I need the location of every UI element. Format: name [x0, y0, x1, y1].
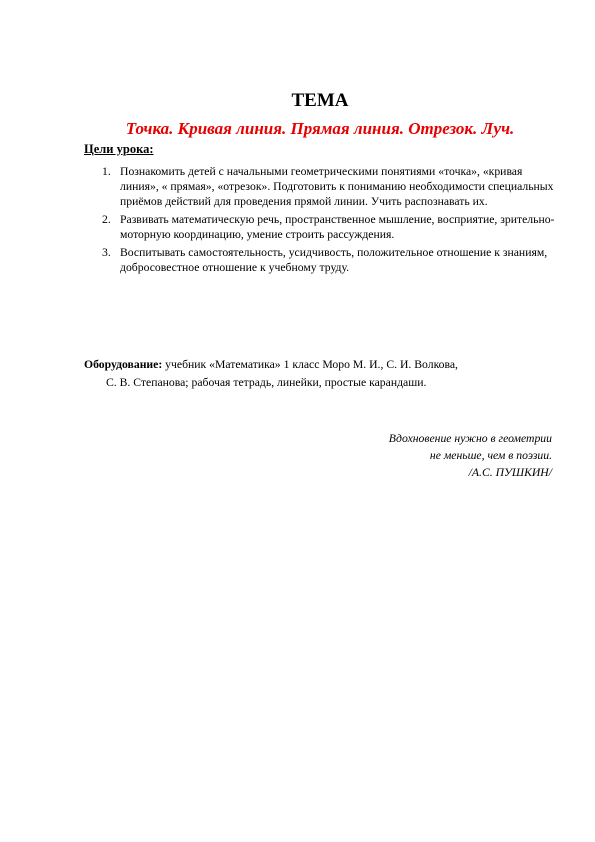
equipment-label: Оборудование:: [84, 358, 163, 371]
quote-line2: не меньше, чем в поэзии.: [429, 449, 552, 462]
lesson-topic: Точка. Кривая линия. Прямая линия. Отрезок. Луч.: [125, 119, 515, 138]
list-item-number: 2.: [102, 213, 111, 226]
equipment-paragraph: [84, 356, 554, 392]
page-title: ТЕМА: [291, 90, 349, 111]
list-item-text: Развивать математическую речь, пространственное мышление, восприятие, зрительно- моторную координацию, умение строить рассуждения.: [120, 213, 555, 241]
list-item-number: 1.: [102, 165, 111, 178]
epigraph-quote: [252, 430, 552, 481]
list-item-number: 3.: [102, 246, 111, 259]
list-item: [102, 164, 562, 209]
list-item: [102, 212, 562, 242]
list-item-text: Воспитывать самостоятельность, усидчивость, положительное отношение к знаниям, добросовестное отношение к учебному труду.: [120, 246, 548, 274]
quote-line1: Вдохновение нужно в геометрии: [388, 432, 552, 445]
quote-author: /А.С. ПУШКИН/: [468, 466, 552, 479]
list-item-text: Познакомить детей с начальными геометрическими понятиями «точка», «кривая линия», « прямая», «отрезок». Подготовить к пониманию необходимости специальных приёмов действий для проведения прямой линии. Учить распознавать их.: [120, 165, 554, 208]
goals-heading: Цели урока:: [84, 142, 154, 156]
equipment-text-line1: учебник «Математика» 1 класс Моро М. И., С. И. Волкова,: [162, 358, 458, 371]
list-item: [102, 245, 562, 275]
equipment-text-line2: С. В. Степанова; рабочая тетрадь, линейки, простые карандаши.: [106, 376, 427, 389]
goals-list: [102, 164, 562, 278]
